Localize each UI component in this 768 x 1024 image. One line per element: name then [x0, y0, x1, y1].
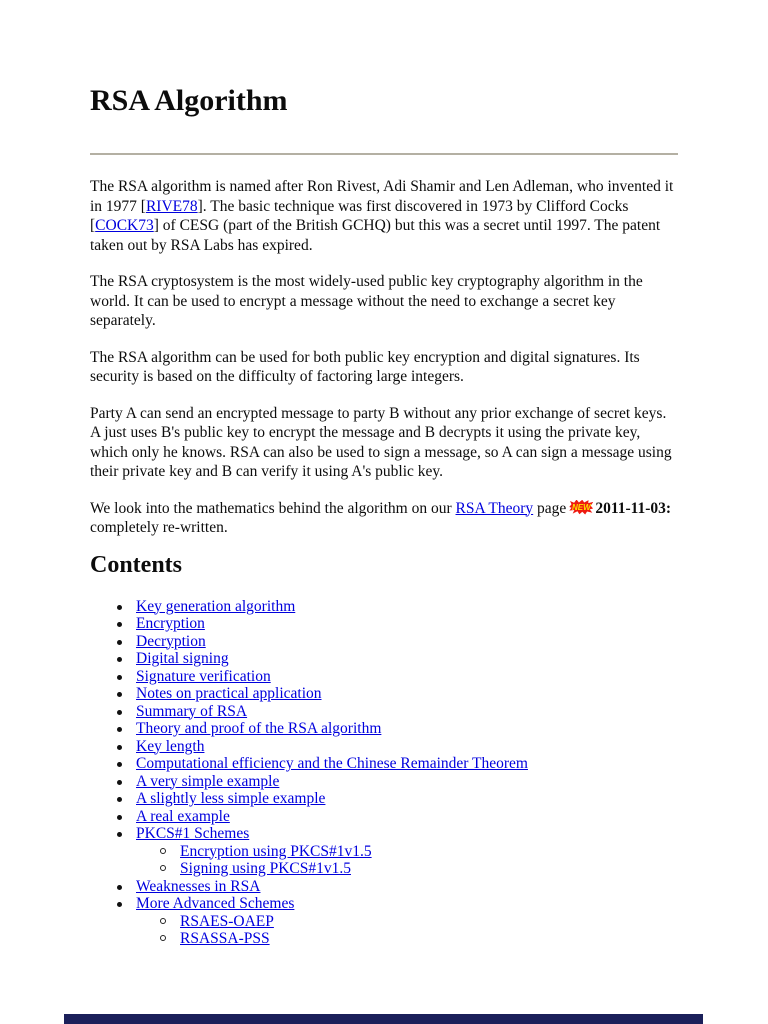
paragraph-text: We look into the mathematics behind the algorithm on our [90, 499, 456, 517]
toc-link-rsaes-oaep[interactable]: RSAES-OAEP [180, 912, 274, 930]
toc-link-pkcs1-schemes[interactable]: PKCS#1 Schemes [136, 825, 250, 842]
reference-link-rive78[interactable]: RIVE78 [145, 197, 198, 215]
circle-bullet-icon [160, 918, 166, 924]
paragraph-usage: The RSA algorithm can be used for both public key encryption and digital signatures. Its security is based on the difficulty of factoring large integers. [90, 348, 640, 385]
paragraph-cryptosystem: The RSA cryptosystem is the most widely-used public key cryptography algorithm in the world. It can be used to encrypt a message without the need to exchange a secret key separately. [90, 273, 643, 329]
paragraph-theory [90, 499, 678, 538]
paragraph-text: ] of CESG (part of the British GCHQ) but this was a secret until 1997. The patent taken out by RSA Labs has expired. [90, 217, 661, 254]
reference-link-cock73[interactable]: COCK73 [95, 217, 154, 234]
toc-subitem [90, 930, 678, 948]
new-badge-label: NEW [571, 502, 591, 512]
toc-subitem [90, 843, 678, 861]
bullet-icon [117, 622, 122, 627]
toc-link-very-simple-example[interactable]: A very simple example [136, 772, 280, 790]
toc-link-computational-efficiency[interactable]: Computational efficiency and the Chinese Remainder Theorem [136, 755, 528, 772]
bullet-icon [117, 780, 122, 785]
toc-item [90, 720, 678, 738]
table-of-contents [90, 598, 678, 948]
toc-link-signing-pkcs1[interactable]: Signing using PKCS#1v1.5 [180, 860, 351, 877]
toc-item [90, 808, 678, 826]
toc-link-practical-application[interactable]: Notes on practical application [136, 685, 322, 702]
bullet-icon [117, 710, 122, 715]
toc-item [90, 598, 678, 616]
toc-link-real-example[interactable]: A real example [136, 807, 230, 825]
paragraph-text: ]. The basic technique was first discovered in 1973 by Clifford Cocks [ [90, 197, 629, 234]
toc-item [90, 878, 678, 896]
paragraph-text: The RSA algorithm is named after Ron Rivest, Adi Shamir and Len Adleman, who invented it in 1977 [ [90, 178, 674, 215]
bullet-icon [117, 640, 122, 645]
toc-item [90, 650, 678, 668]
toc-subitem [90, 913, 678, 931]
toc-link-theory-proof[interactable]: Theory and proof of the RSA algorithm [136, 720, 382, 737]
toc-item [90, 738, 678, 756]
bullet-icon [117, 675, 122, 680]
rsa-theory-link[interactable]: RSA Theory [455, 499, 534, 517]
toc-item [90, 633, 678, 651]
toc-item [90, 755, 678, 773]
toc-subitem [90, 860, 678, 878]
circle-bullet-icon [160, 865, 166, 871]
bullet-icon [117, 727, 122, 732]
contents-heading: Contents [90, 551, 183, 578]
toc-item [90, 685, 678, 703]
circle-bullet-icon [160, 848, 166, 854]
toc-item [90, 825, 678, 843]
paragraph-parties: Party A can send an encrypted message to party B without any prior exchange of secret keys. A just uses B's public key to encrypt the message and B decrypts it using the private key, which only he knows. RSA can also be used to sign a message, so A can sign a message using their private key and B can verify it using A's public key. [90, 404, 672, 480]
toc-link-advanced-schemes[interactable]: More Advanced Schemes [136, 895, 295, 912]
update-date: 2011-11-03: [595, 499, 672, 517]
bullet-icon [117, 797, 122, 802]
next-page-top-edge [64, 1014, 703, 1024]
bullet-icon [117, 745, 122, 750]
toc-link-rsassa-pss[interactable]: RSASSA-PSS [180, 930, 270, 947]
bullet-icon [117, 657, 122, 662]
horizontal-divider [90, 153, 678, 155]
new-badge [569, 500, 593, 515]
toc-item [90, 895, 678, 913]
paragraph-history [90, 177, 678, 255]
bullet-icon [117, 885, 122, 890]
page-title: RSA Algorithm [90, 84, 288, 117]
bullet-icon [117, 832, 122, 837]
paragraph-text: page [533, 499, 567, 517]
toc-link-encryption[interactable]: Encryption [136, 615, 205, 632]
toc-item [90, 703, 678, 721]
toc-item [90, 773, 678, 791]
bullet-icon [117, 902, 122, 907]
toc-link-less-simple-example[interactable]: A slightly less simple example [136, 790, 326, 807]
circle-bullet-icon [160, 935, 166, 941]
toc-item [90, 668, 678, 686]
toc-link-signature-verification[interactable]: Signature verification [136, 667, 271, 685]
toc-item [90, 615, 678, 633]
toc-link-decryption[interactable]: Decryption [136, 632, 206, 650]
bullet-icon [117, 692, 122, 697]
toc-link-encryption-pkcs1[interactable]: Encryption using PKCS#1v1.5 [180, 842, 372, 860]
toc-item [90, 790, 678, 808]
toc-link-digital-signing[interactable]: Digital signing [136, 650, 229, 667]
toc-link-weaknesses[interactable]: Weaknesses in RSA [136, 877, 261, 895]
paragraph-text: completely re-written. [90, 519, 228, 536]
toc-link-key-length[interactable]: Key length [136, 737, 205, 755]
bullet-icon [117, 605, 122, 610]
toc-link-key-generation[interactable]: Key generation algorithm [136, 597, 296, 615]
bullet-icon [117, 762, 122, 767]
bullet-icon [117, 815, 122, 820]
toc-link-summary[interactable]: Summary of RSA [136, 702, 248, 720]
